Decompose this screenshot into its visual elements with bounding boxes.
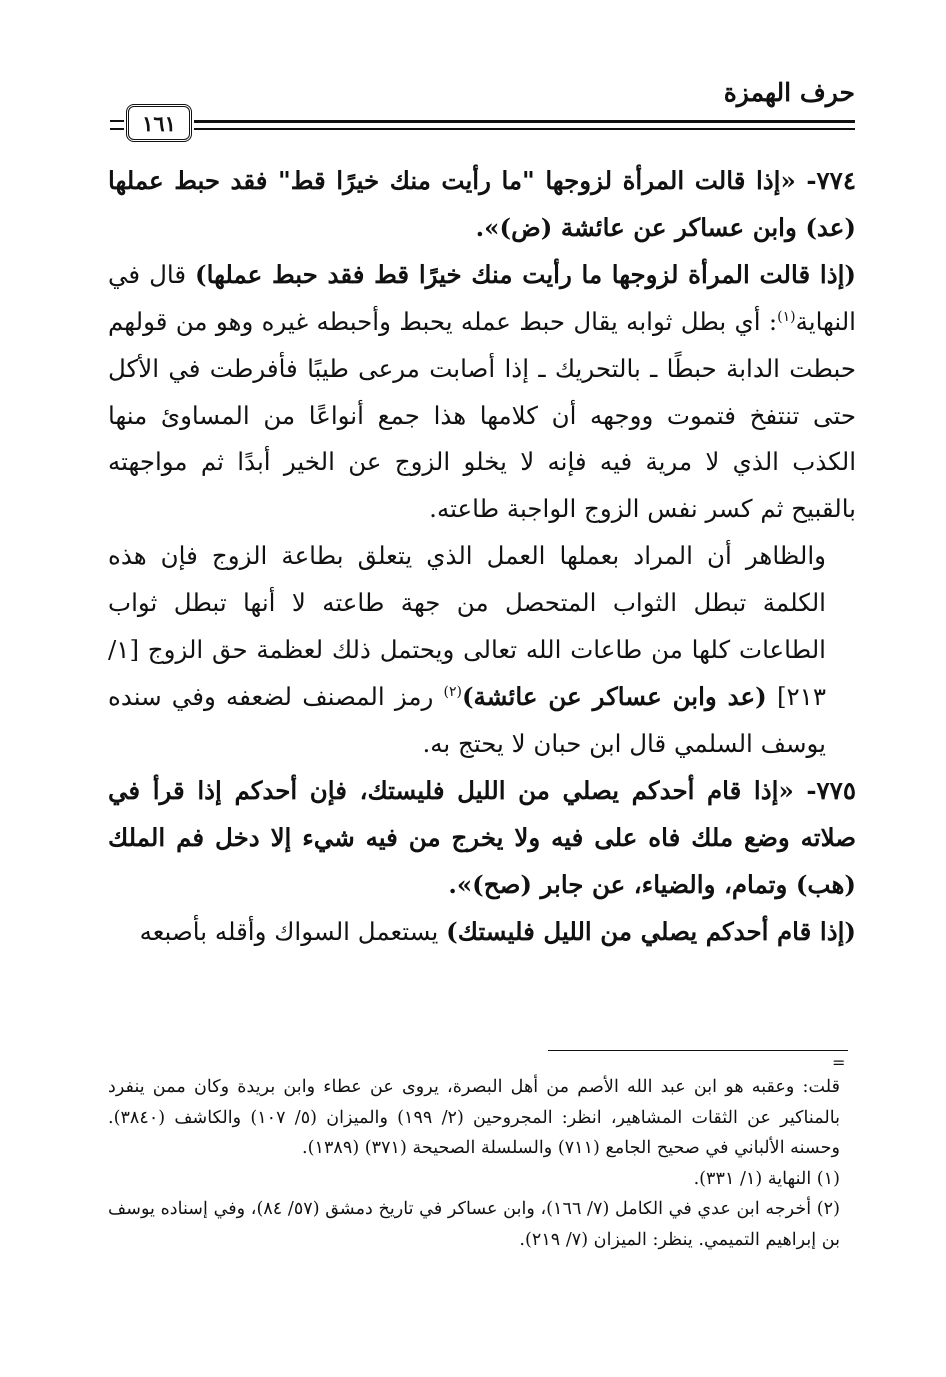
quoted-hadith-774: (إذا قالت المرأة لزوجها ما رأيت منك خيرًا قط فقد حبط عملها): [195, 259, 857, 289]
page-number: ١٦١: [126, 104, 192, 142]
footnote-ref-2[interactable]: (٢): [443, 683, 462, 700]
header-rule-upper: [194, 120, 855, 123]
footnote-2: (٢) أخرجه ابن عدي في الكامل (٧/ ١٦٦)، وابن عساكر في تاريخ دمشق (٥٧/ ٨٤)، وفي إسناده يوسف بن إبراهيم التميمي. ينظر: الميزان (٧/ ٢١٩).: [108, 1199, 840, 1250]
header-rule-lower: [194, 128, 855, 130]
commentary-774-b: [108, 533, 856, 768]
commentary-text: قال في النهاية: [108, 259, 856, 336]
footnotes: [108, 1072, 840, 1255]
quoted-hadith-775: (إذا قام أحدكم يصلي من الليل فليستك): [446, 916, 856, 946]
footnote-continuation-mark: =: [832, 1053, 846, 1072]
hadith-774: ٧٧٤- «إذا قالت المرأة لزوجها "ما رأيت منك خيرًا قط" فقد حبط عملها (عد) وابن عساكر عن عائشة (ض)».: [108, 166, 856, 242]
commentary-774-a: [108, 252, 856, 533]
footnote-continued: قلت: وعقبه هو ابن عبد الله الأصم من أهل البصرة، يروى عن عطاء وابن بريدة وكان ممن ينفرد بالمناكير عن الثقات المشاهير، انظر: المجروحين (٢/ ١٩٩) والميزان (٥/ ١٠٧) والكاشف (٣٨٤٠). وحسنه الألباني في صحيح الجامع (٧١١) والسلسلة الصحيحة (٣٧١) (١٣٨٩).: [108, 1077, 841, 1158]
main-text: [108, 158, 856, 955]
chapter-title: حرف الهمزة: [723, 78, 855, 107]
commentary-text: والظاهر أن المراد بعملها العمل الذي يتعلق بطاعة الزوج فإن هذه الكلمة تبطل الثواب المتحصل من جهة طاعته لا أنها تبطل ثواب الطاعات كلها من طاعات الله تعالى ويحتمل ذلك لعظمة حق الزوج [١/ ٢١٣]: [108, 541, 826, 711]
commentary-text: : أي بطل ثوابه يقال حبط عمله يحبط وأحبطه غيره وهو من قولهم حبطت الدابة حبطًا ـ بالتحريك ـ إذا أصابت مرعى طيبًا فأفرطت في الأكل حتى تنتفخ فتموت ووجهه أن كلامها هذا جمع أنواعًا من المساوئ منها الكذب الذي لا مرية فيه فإنه لا يخلو الزوج عن الخير أبدًا ثم مواجهته بالقبيح ثم كسر نفس الزوج الواجبة طاعته.: [108, 306, 856, 524]
footnote-ref-1[interactable]: (١): [777, 308, 796, 325]
page-header: [110, 78, 855, 144]
commentary-text: يستعمل السواك وأقله بأصبعه: [139, 916, 447, 946]
source-reference: (عد وابن عساكر عن عائشة): [461, 681, 767, 711]
header-rule-left-upper: [110, 120, 124, 122]
commentary-text: رمز المصنف لضعفه وفي سنده يوسف السلمي قال ابن حبان لا يحتج به.: [108, 681, 826, 758]
footnote-1: (١) النهاية (١/ ٣٣١).: [693, 1168, 840, 1189]
footnote-separator: [548, 1050, 848, 1051]
hadith-775: ٧٧٥- «إذا قام أحدكم يصلي من الليل فليستك، فإن أحدكم إذا قرأ في صلاته وضع ملك فاه على فيه ولا يخرج من فيه شيء إلا دخل فم الملك (هب) وتمام، والضياء، عن جابر (صح)».: [108, 775, 856, 899]
header-rule-left-lower: [110, 128, 124, 130]
commentary-775: [108, 909, 856, 956]
